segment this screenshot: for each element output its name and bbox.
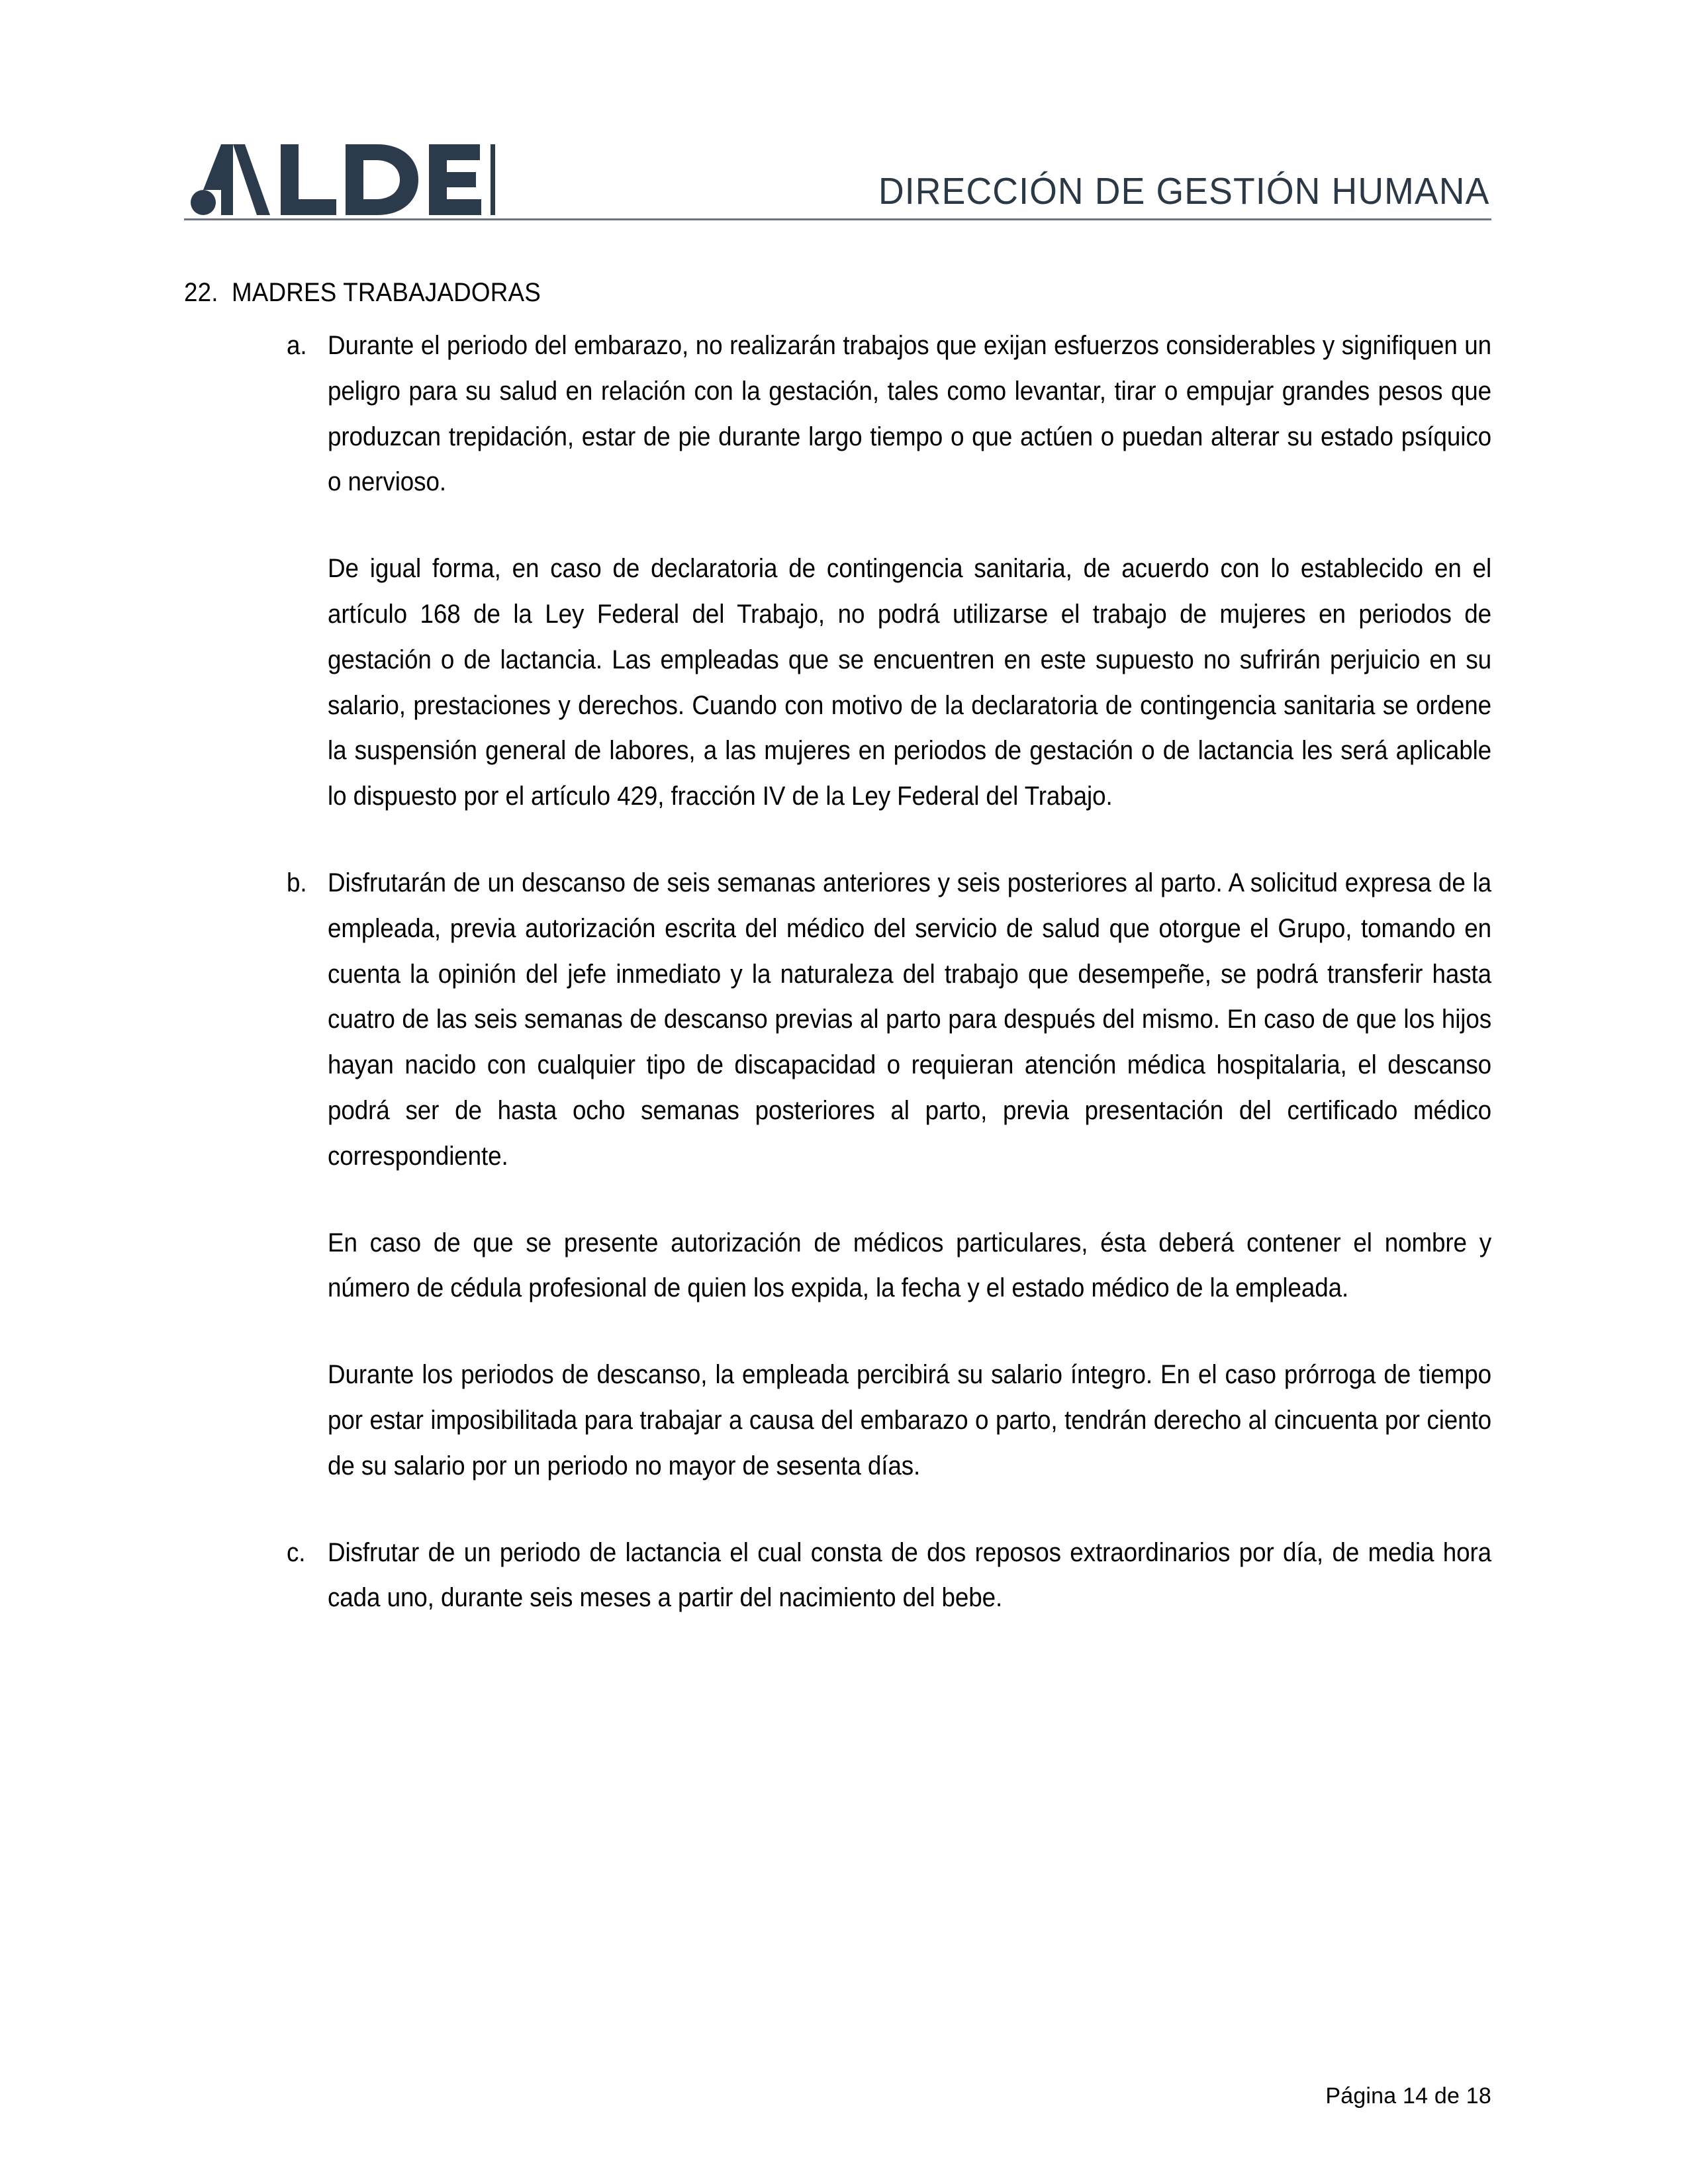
list-marker: b. bbox=[287, 868, 307, 897]
header-divider bbox=[184, 218, 1491, 220]
paragraph: Disfrutar de un periodo de lactancia el cual consta de dos reposos extraordinarios por día, de media hora cada uno, durante seis meses a partir del nacimiento del bebe. bbox=[328, 1537, 1492, 1613]
section-title: MADRES TRABAJADORAS bbox=[231, 278, 541, 307]
list-marker: c. bbox=[287, 1537, 306, 1567]
paragraph: Disfrutarán de un descanso de seis semanas anteriores y seis posteriores al parto. A solicitud expresa de la empleada, previa autorización escrita del médico del servicio de salud que otorgue el Grupo, tomando en cuenta la opinión del jefe inmediato y la naturaleza del trabajo que desempeñe, se podrá transferir hasta cuatro de las seis semanas de descanso previas al parto para después del mismo. En caso de que los hijos hayan nacido con cualquier tipo de discapacidad o requieran atención médica hospitalaria, el descanso podrá ser de hasta ocho semanas posteriores al parto, previa presentación del certificado médico correspondiente. bbox=[328, 868, 1492, 1171]
header-department-title: DIRECCIÓN DE GESTIÓN HUMANA bbox=[878, 170, 1489, 212]
page-footer bbox=[184, 2083, 1491, 2109]
page-number: Página 14 de 18 bbox=[1325, 2083, 1491, 2109]
list-marker: a. bbox=[287, 331, 307, 360]
list-item bbox=[287, 860, 1491, 1489]
list-item bbox=[287, 1530, 1491, 1621]
alden-logo bbox=[184, 144, 495, 216]
document-content bbox=[184, 277, 1491, 1621]
paragraph: Durante el periodo del embarazo, no realizarán trabajos que exijan esfuerzos considerables y signifiquen un peligro para su salud en relación con la gestación, tales como levantar, tirar o empujar grandes pesos que produzcan trepidación, estar de pie durante largo tiempo o que actúen o puedan alterar su estado psíquico o nervioso. bbox=[328, 331, 1492, 497]
section-heading bbox=[184, 277, 1387, 308]
lettered-list bbox=[184, 323, 1491, 1621]
list-item bbox=[287, 323, 1491, 819]
paragraph: De igual forma, en caso de declaratoria de contingencia sanitaria, de acuerdo con lo establecido en el artículo 168 de la Ley Federal del Trabajo, no podrá utilizarse el trabajo de mujeres en periodos de gestación o de lactancia. Las empleadas que se encuentren en este supuesto no sufrirán perjuicio en su salario, prestaciones y derechos. Cuando con motivo de la declaratoria de contingencia sanitaria se ordene la suspensión general de labores, a las mujeres en periodos de gestación o de lactancia les será aplicable lo dispuesto por el artículo 429, fracción IV de la Ley Federal del Trabajo. bbox=[328, 554, 1492, 811]
page-header bbox=[184, 118, 1489, 217]
paragraph: En caso de que se presente autorización de médicos particulares, ésta deberá contener el nombre y número de cédula profesional de quien los expida, la fecha y el estado médico de la empleada. bbox=[328, 1228, 1492, 1303]
paragraph: Durante los periodos de descanso, la empleada percibirá su salario íntegro. En el caso prórroga de tiempo por estar imposibilitada para trabajar a causa del embarazo o parto, tendrán derecho al cincuenta por ciento de su salario por un periodo no mayor de sesenta días. bbox=[328, 1360, 1492, 1480]
section-number: 22. bbox=[184, 278, 218, 307]
logo-dot bbox=[191, 190, 216, 215]
